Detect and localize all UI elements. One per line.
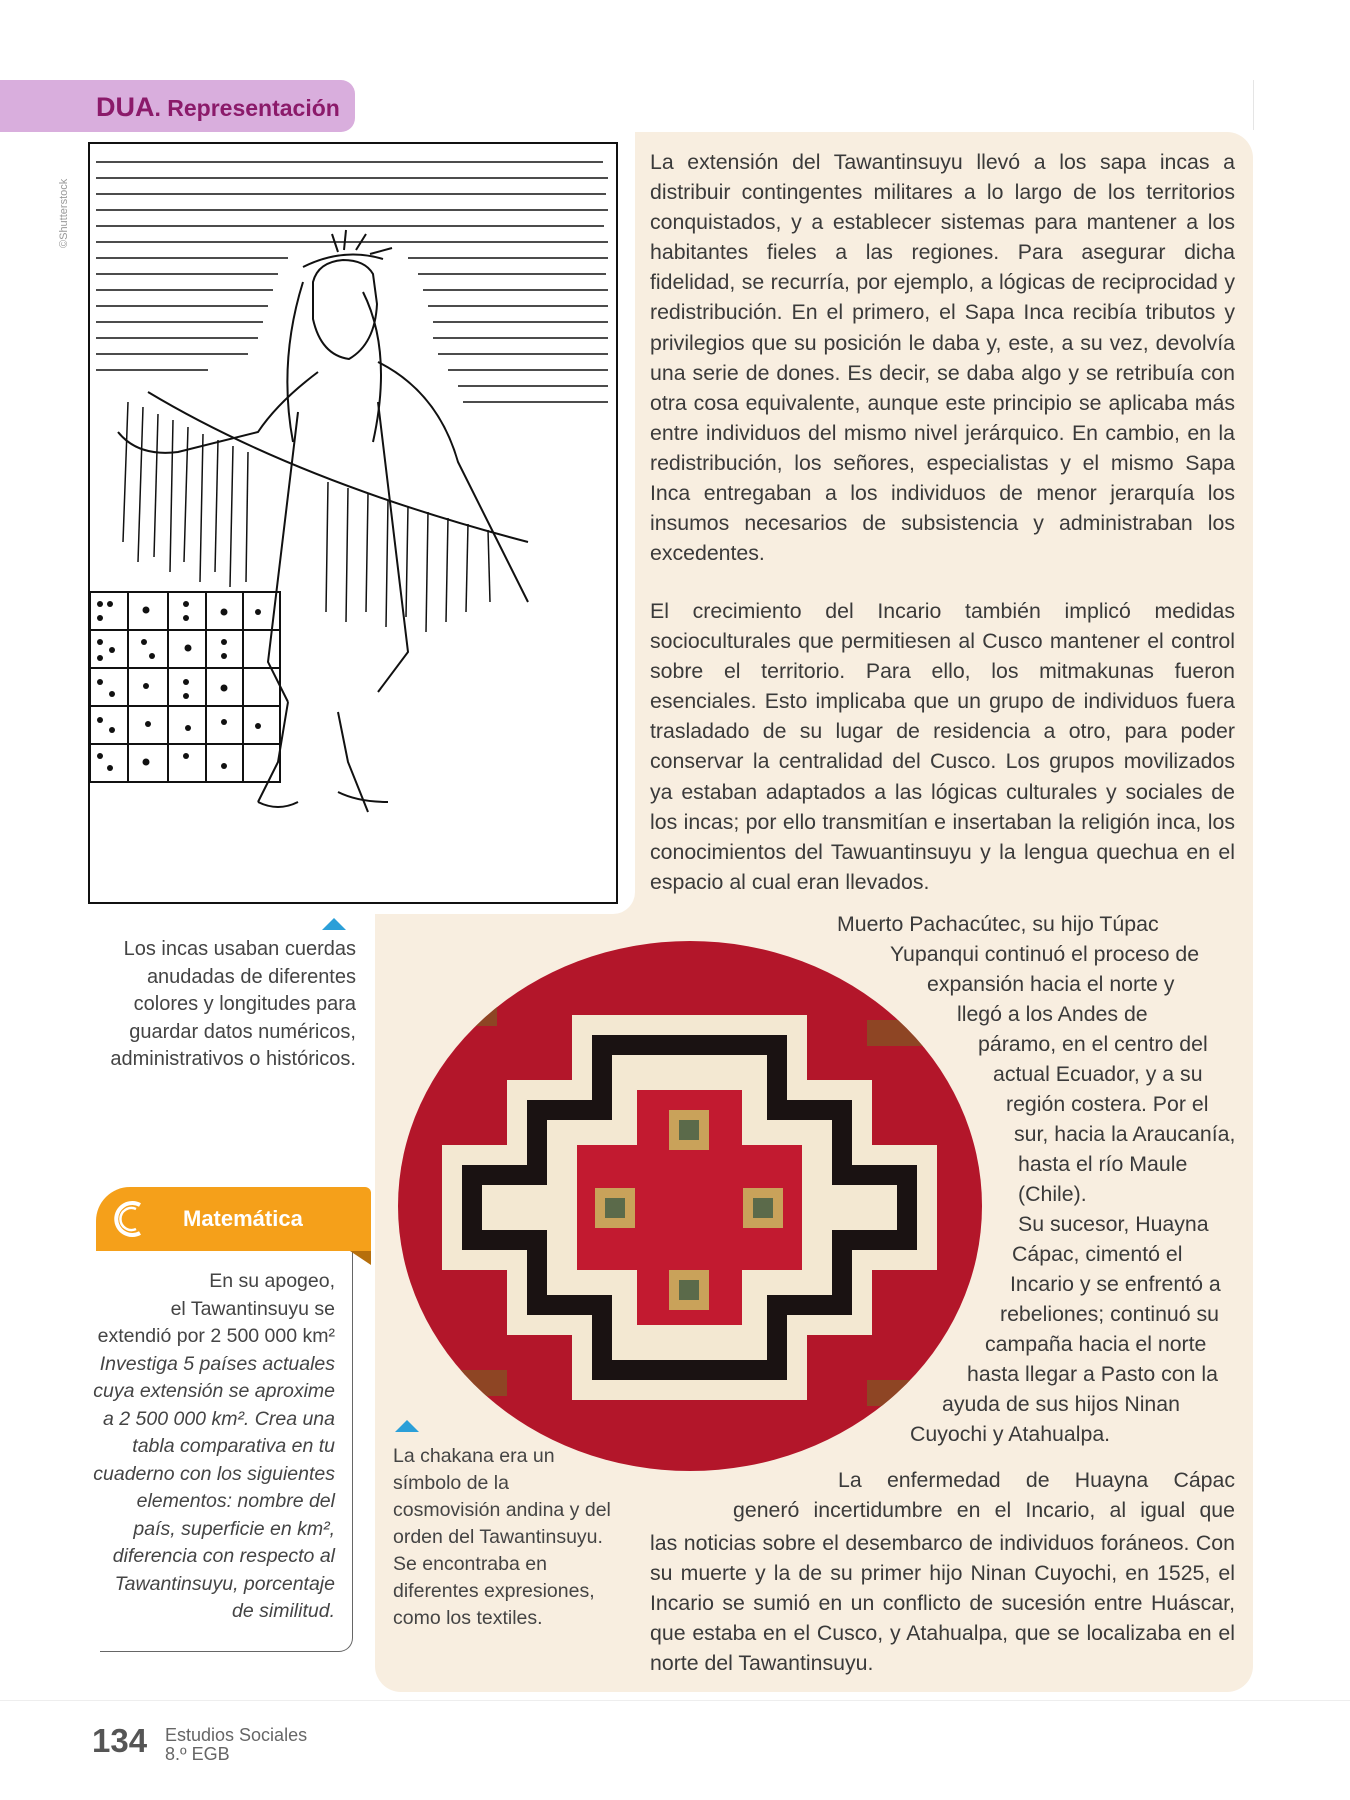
matematica-text: [92, 1268, 335, 1626]
subject-line-1: Estudios Sociales: [165, 1725, 308, 1745]
subject-line-2: 8.º EGB: [165, 1744, 230, 1764]
wrap-line-12: Cápac, cimentó el: [1012, 1242, 1183, 1266]
photo-credit: ©Shutterstock: [58, 178, 70, 248]
textile-caption: La chakana era un símbolo de la cosmovisión andina y del orden del Tawantinsuyu. Se encontraba en diferentes expresiones, como los textiles.: [393, 1445, 611, 1629]
wrap-line-9: hasta el río Maule: [1018, 1152, 1188, 1176]
dua-bold: DUA: [96, 92, 155, 122]
header-divider: [1253, 80, 1254, 130]
matematica-title: Matemática: [183, 1206, 303, 1231]
matematica-fold: [350, 1251, 371, 1265]
wrap-line-13: Incario y se enfrentó a: [1010, 1272, 1221, 1296]
wrap-line-1: Muerto Pachacútec, su hijo Túpac: [837, 912, 1159, 936]
p4-line-1: La enfermedad de Huayna Cápac: [838, 1468, 1235, 1492]
paragraph-2: El crecimiento del Incario también implicó medidas socioculturales que permitiesen al Cusco mantener el control sobre el territorio. Para ello, los mitmakunas fueron esenciales. Esto implicaba que un grupo de individuos fuera trasladado de su lugar de residencia a otro, para poder conservar la centralidad del Cusco. Los grupos movilizados ya estaban adaptados a las lógicas culturales y sociales de los incas; por ello transmitían e insertaban la religión inca, los conocimientos del Tawuantinsuyu y la lengua quechua en el espacio al cual eran llevados.: [650, 599, 1235, 894]
chakana-textile-image: [397, 940, 984, 1472]
wrap-line-14: rebeliones; continuó su: [1000, 1302, 1220, 1326]
quipu-illustration: [88, 142, 618, 904]
wrap-line-18: Cuyochi y Atahualpa.: [910, 1422, 1111, 1446]
wrap-line-10: (Chile).: [1018, 1182, 1087, 1206]
matematica-c-icon: [96, 1187, 156, 1251]
textile-caption-pointer-icon: [395, 1420, 419, 1432]
wrap-line-2: Yupanqui continuó el proceso de: [890, 942, 1200, 966]
matematica-line-3: extendió por 2 500 000 km²: [97, 1325, 335, 1347]
p4-line-2: generó incertidumbre en el Incario, al igual que: [733, 1498, 1235, 1522]
wrap-line-3: expansión hacia el norte y: [927, 972, 1175, 996]
subject-label: [165, 1726, 307, 1764]
wrap-line-11: Su sucesor, Huayna: [1018, 1212, 1209, 1236]
wrap-line-7: región costera. Por el: [1006, 1092, 1209, 1116]
matematica-line-1: En su apogeo,: [209, 1270, 335, 1292]
dua-heading: [96, 92, 340, 123]
dua-rest: . Representación: [154, 95, 340, 121]
paragraph-4: las noticias sobre el desembarco de individuos foráneos. Con su muerte y la de su primer hijo Ninan Cuyochi, en 1525, el Incario se sumió en un conflicto de sucesión entre Huáscar, que estaba en el Cusco, y Atahualpa, que se localizaba en el norte del Tawantinsuyu.: [650, 1531, 1235, 1676]
wrap-line-4: llegó a los Andes de: [957, 1002, 1148, 1026]
wrap-line-17: ayuda de sus hijos Ninan: [942, 1392, 1180, 1416]
illustration-caption: Los incas usaban cuerdas anudadas de diferentes colores y longitudes para guardar datos numéricos, administrativos o históricos.: [110, 938, 356, 1070]
paragraph-1: La extensión del Tawantinsuyu llevó a los sapa incas a distribuir contingentes militares a lo largo de los territorios conquistados, y a establecer sistemas para mantener a los habitantes fieles a las regiones. Para asegurar dicha fidelidad, se recurría, por ejemplo, a lógicas de reciprocidad y redistribución. En el primero, el Sapa Inca recibía tributos y privilegios que su posición le daba y, este, a su vez, devolvía una serie de dones. Es decir, se daba algo y se retribuía con otra cosa equivalente, aunque este principio se aplicaba más entre individuos del mismo nivel jerárquico. En cambio, en la redistribución, los señores, especialistas y el mismo Sapa Inca entregaban a los individuos de menor jerarquía los insumos necesarios de subsistencia y administraban los excedentes.: [650, 150, 1235, 566]
wrap-line-6: actual Ecuador, y a su: [993, 1062, 1203, 1086]
caption-pointer-icon: [322, 918, 346, 930]
matematica-task: Investiga 5 países actuales cuya extensión se aproxime a 2 500 000 km². Crea una tabla comparativa en tu cuaderno con los siguientes elementos: nombre del país, superficie en km², diferencia con respecto al Tawantinsuyu, porcentaje de similitud.: [93, 1352, 335, 1622]
wrap-line-8: sur, hacia la Araucanía,: [1014, 1122, 1236, 1146]
wrap-line-16: hasta llegar a Pasto con la: [967, 1362, 1218, 1386]
footer-divider: [0, 1700, 1350, 1701]
wrap-line-5: páramo, en el centro del: [978, 1032, 1208, 1056]
matematica-line-2: el Tawantinsuyu se: [170, 1297, 335, 1320]
wrap-line-15: campaña hacia el norte: [985, 1332, 1207, 1356]
page-number: 134: [92, 1722, 148, 1759]
